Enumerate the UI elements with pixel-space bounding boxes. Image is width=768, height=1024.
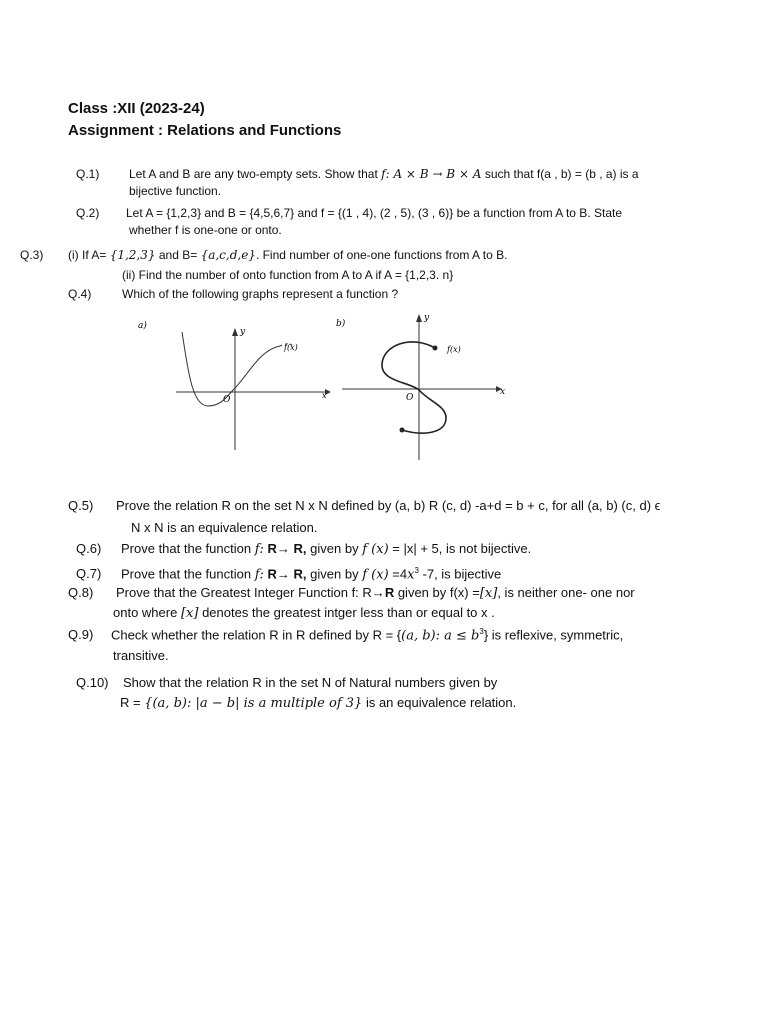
q2-number: Q.2) <box>76 206 100 220</box>
graph-a-y-arrow <box>232 328 238 336</box>
q5-line1: Prove the relation R on the set N x N defined by (a, b) R (c, d) -a+d = b + c, for all (a, b) (c, d) ϵ <box>116 498 661 513</box>
q1-math: f: A × B → B × A <box>381 167 482 181</box>
q3-line1: (i) If A= {1,2,3} and B= {a,c,d,e}. Find number of one-one functions from A to B. <box>68 248 508 262</box>
graph-b-curve <box>382 342 446 433</box>
q10-number: Q.10) <box>76 675 109 690</box>
q1-line1: Let A and B are any two-empty sets. Show that f: A × B → B × A such that f(a , b) = (b , a) is a <box>129 167 639 181</box>
graph-b-endpoint-top <box>433 346 438 351</box>
q9-line2: transitive. <box>113 648 169 663</box>
q1-number: Q.1) <box>76 167 100 181</box>
q8-line1: Prove that the Greatest Integer Function f: R→R given by f(x) =[x], is neither one- one nor <box>116 585 635 601</box>
class-title: Class :XII (2023-24) <box>68 100 205 117</box>
graph-a <box>130 310 340 470</box>
graph-a-origin: O <box>223 395 231 405</box>
graph-b-endpoint-bottom <box>400 428 405 433</box>
q7-number: Q.7) <box>76 566 102 581</box>
graph-b <box>330 310 520 470</box>
graph-b-curve-label: f(x) <box>447 345 461 354</box>
q8-number: Q.8) <box>68 585 94 600</box>
q9-number: Q.9) <box>68 627 94 642</box>
graph-b-y-arrow <box>416 314 422 322</box>
q9-line1: Check whether the relation R in R defined by R = {(a, b): $a \le b^3$} is reflexive, symmetric, <box>111 627 624 644</box>
q7-line: Prove that the function f: R→ R, given by f $(x) =4x^3$ -7, is bijective <box>121 566 502 583</box>
graph-a-tag: a) <box>138 321 147 331</box>
q3-line2: (ii) Find the number of onto function from A to A if A = {1,2,3. n} <box>122 268 454 282</box>
graph-b-origin: O <box>406 393 414 403</box>
q10-line1: Show that the relation R in the set N of Natural numbers given by <box>123 675 498 690</box>
q6-line: Prove that the function f: R→ R, given by f (x) = |x| + 5, is not bijective. <box>121 541 532 557</box>
q5-line2: N x N is an equivalence relation. <box>131 520 318 535</box>
graph-b-x-label: x <box>500 387 506 397</box>
graph-a-y-label: y <box>240 327 246 337</box>
graph-a-curve-label: f(x) <box>284 343 298 352</box>
q2-line1: Let A = {1,2,3} and B = {4,5,6,7} and f = {(1 , 4), (2 , 5), (3 , 6)} be a function from A to B. State <box>126 206 623 220</box>
graph-b-tag: b) <box>336 319 346 329</box>
q6-number: Q.6) <box>76 541 102 556</box>
graph-b-y-label: y <box>424 313 430 323</box>
q4-number: Q.4) <box>68 287 92 301</box>
q10-line2: R = {(a, b): |a − b| is a multiple of 3} is an equivalence relation. <box>120 695 517 711</box>
q5-number: Q.5) <box>68 498 94 513</box>
graph-a-curve <box>182 332 280 406</box>
q2-line2: whether f is one-one or onto. <box>129 223 282 237</box>
graph-a-x-label: x <box>322 391 327 400</box>
assignment-title: Assignment : Relations and Functions <box>68 122 342 139</box>
q4-text: Which of the following graphs represent a function ? <box>122 287 399 301</box>
q3-number: Q.3) <box>20 248 44 262</box>
q1-line2: bijective function. <box>129 184 222 198</box>
q8-line2: onto where [x] denotes the greatest intger less than or equal to x . <box>113 605 495 621</box>
